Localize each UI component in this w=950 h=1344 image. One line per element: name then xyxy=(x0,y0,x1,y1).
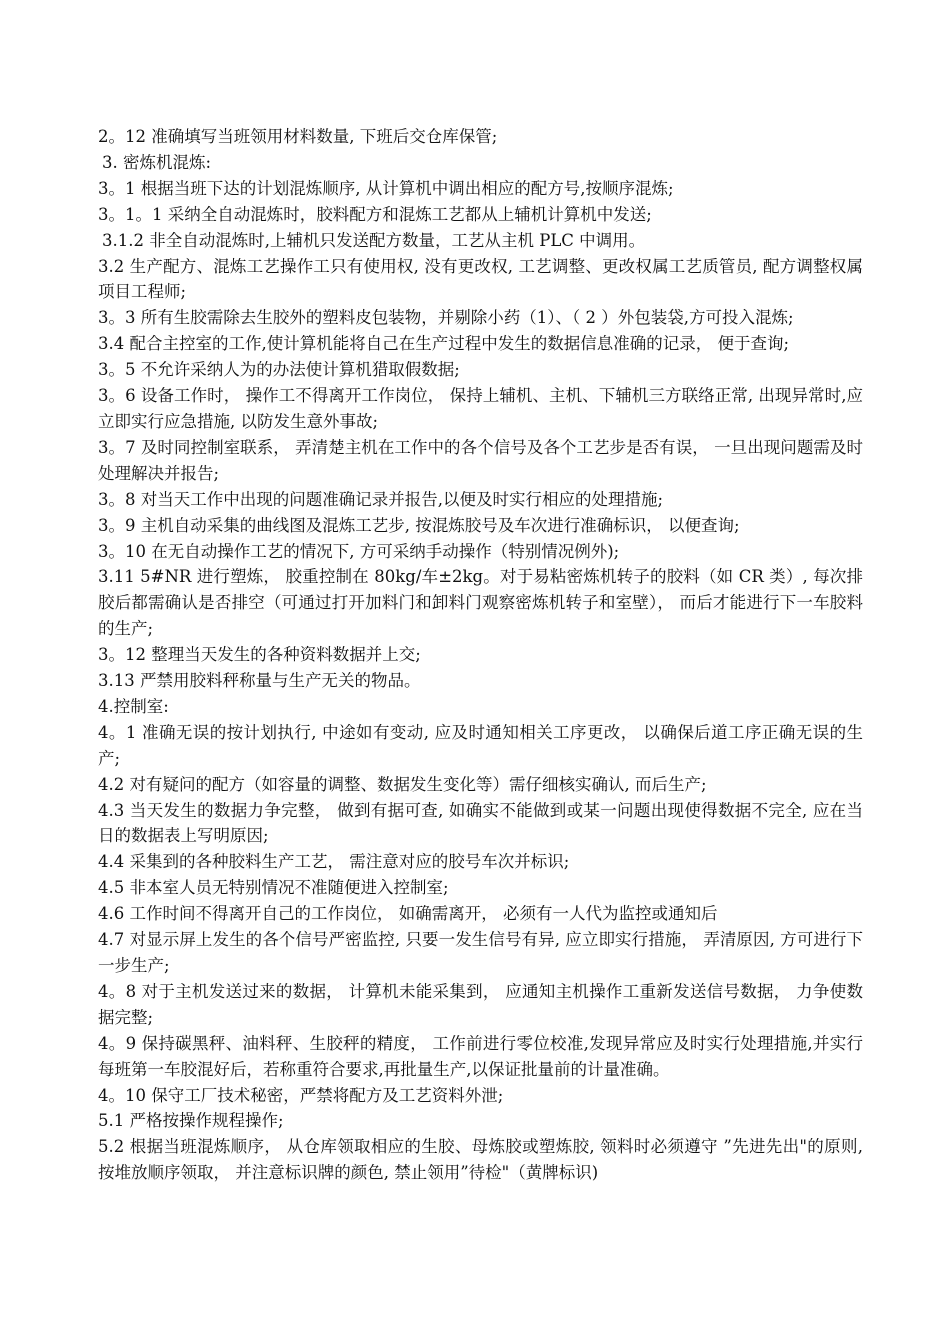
paragraph: 3.13 严禁用胶料秤称量与生产无关的物品。 xyxy=(98,671,421,691)
paragraph: 2。12 准确填写当班领用材料数量, 下班后交仓库保管; xyxy=(98,127,498,146)
paragraph: 3.2 生产配方、混炼工艺操作工只有使用权, 没有更改权, 工艺调整、更改权属工艺质管员, 配方调整权属项目工程师; xyxy=(98,256,863,302)
section-heading: 4.控制室: xyxy=(98,696,169,716)
paragraph: 3。1。1 采纳全自动混炼时，胶料配方和混炼工艺都从上辅机计算机中发送; xyxy=(98,204,652,224)
paragraph: 3.4 配合主控室的工作,使计算机能将自己在生产过程中发生的数据信息准确的记录， 便于查询; xyxy=(98,334,790,354)
paragraph: 3.11 5#NR 进行塑炼， 胶重控制在 80kg/车±2kg。对于易粘密炼机转子的胶料（如 CR 类）, 每次排胶后都需确认是否排空（可通过打开加料门和卸料门观察密炼机转子和室壁）， 而后才能进行下一车胶料的生产; xyxy=(98,567,863,639)
paragraph: 3。3 所有生胶需除去生胶外的塑料皮包装物，并剔除小药（1）、（ 2 ）外包装袋,方可投入混炼; xyxy=(98,308,794,328)
paragraph: 3。12 整理当天发生的各种资料数据并上交; xyxy=(98,645,421,665)
paragraph: 4。9 保持碳黑秤、油料秤、生胶秤的精度， 工作前进行零位校准,发现异常应及时实行处理措施,并实行每班第一车胶混好后，若称重符合要求,再批量生产,以保证批量前的计量准确。 xyxy=(98,1033,863,1079)
document-body xyxy=(98,124,863,1186)
paragraph: 3。8 对当天工作中出现的问题准确记录并报告,以便及时实行相应的处理措施; xyxy=(98,489,664,509)
paragraph: 3。7 及时同控制室联系， 弄清楚主机在工作中的各个信号及各个工艺步是否有误， 一旦出现问题需及时处理解决并报告; xyxy=(98,437,863,483)
paragraph: 3。6 设备工作时， 操作工不得离开工作岗位， 保持上辅机、主机、下辅机三方联络正常, 出现异常时,应立即实行应急措施, 以防发生意外事故; xyxy=(98,386,863,431)
paragraph: 4.6 工作时间不得离开自己的工作岗位， 如确需离开， 必须有一人代为监控或通知后 xyxy=(98,904,718,924)
paragraph: 4.5 非本室人员无特别情况不准随便进入控制室; xyxy=(98,878,449,898)
paragraph: 4.3 当天发生的数据力争完整， 做到有据可查, 如确实不能做到或某一问题出现使得数据不完全, 应在当日的数据表上写明原因; xyxy=(98,800,863,846)
paragraph: 5.2 根据当班混炼顺序， 从仓库领取相应的生胶、母炼胶或塑炼胶, 领料时必须遵守 ”先进先出"的原则, 按堆放顺序领取， 并注意标识牌的颜色, 禁止领用”待检"（黄牌标识) xyxy=(98,1137,863,1183)
paragraph: 3。1 根据当班下达的计划混炼顺序, 从计算机中调出相应的配方号,按顺序混炼; xyxy=(98,178,674,198)
paragraph: 3。5 不允许采纳人为的办法使计算机猎取假数据; xyxy=(98,360,460,380)
section-heading: 3. 密炼机混炼: xyxy=(102,152,212,172)
paragraph: 4。10 保守工厂技术秘密，严禁将配方及工艺资料外泄; xyxy=(98,1085,504,1105)
paragraph: 4。8 对于主机发送过来的数据， 计算机未能采集到， 应通知主机操作工重新发送信号数据， 力争使数据完整; xyxy=(98,981,863,1027)
paragraph: 3.1.2 非全自动混炼时,上辅机只发送配方数量，工艺从主机 PLC 中调用。 xyxy=(102,230,646,250)
paragraph: 4.7 对显示屏上发生的各个信号严密监控, 只要一发生信号有异, 应立即实行措施， 弄清原因, 方可进行下一步生产; xyxy=(98,930,863,975)
paragraph: 3。9 主机自动采集的曲线图及混炼工艺步, 按混炼胶号及车次进行准确标识， 以便查询; xyxy=(98,515,740,535)
paragraph: 4.4 采集到的各种胶料生产工艺， 需注意对应的胶号车次并标识; xyxy=(98,852,570,872)
paragraph: 5.1 严格按操作规程操作; xyxy=(98,1111,284,1131)
paragraph: 3。10 在无自动操作工艺的情况下, 方可采纳手动操作（特别情况例外); xyxy=(98,541,620,561)
paragraph: 4.2 对有疑问的配方（如容量的调整、数据发生变化等）需仔细核实确认, 而后生产; xyxy=(98,774,707,794)
paragraph: 4。1 准确无误的按计划执行, 中途如有变动, 应及时通知相关工序更改， 以确保后道工序正确无误的生产; xyxy=(98,722,863,768)
